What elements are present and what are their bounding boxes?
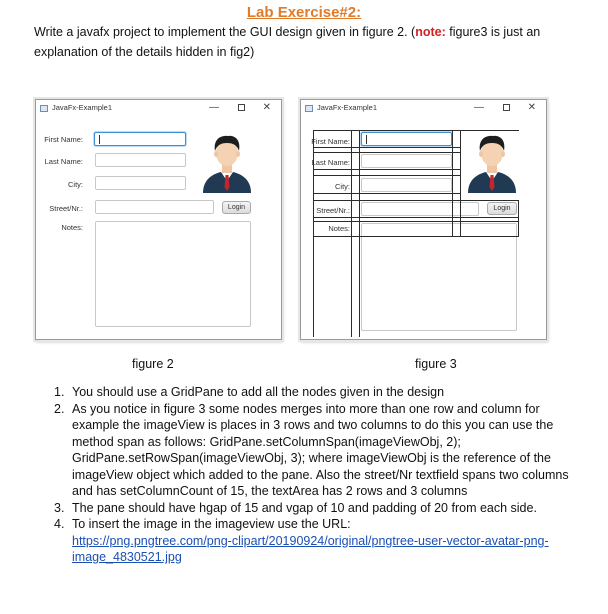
list-item	[54, 516, 574, 566]
title-bar	[301, 100, 546, 118]
last-name-field[interactable]	[95, 153, 186, 167]
list-text: The pane should have hgap of 15 and vgap of 10 and padding of 20 from each side.	[72, 500, 537, 515]
instruction-list	[54, 384, 574, 566]
grid-line	[313, 175, 460, 176]
last-name-label: Last Name:	[311, 158, 350, 167]
grid-line	[313, 200, 519, 201]
list-number: 4.	[54, 517, 65, 531]
street-label: Street/Nr.:	[49, 204, 83, 213]
intro-after: figure3 is just an explanation of the details hidden in fig2)	[34, 25, 541, 59]
list-item	[54, 500, 574, 517]
intro-before: Write a javafx project to implement the GUI design given in figure 2. (	[34, 25, 416, 39]
last-name-field[interactable]	[361, 154, 452, 168]
minimize-button[interactable]: —	[474, 102, 484, 113]
user-avatar-image	[199, 129, 255, 193]
grid-line	[313, 236, 519, 237]
figure3-caption: figure 3	[415, 357, 457, 371]
app-window-icon	[40, 105, 48, 112]
notes-textarea[interactable]	[95, 221, 251, 327]
app-window-icon	[305, 105, 313, 112]
page-title: Lab Exercise#2:	[246, 4, 362, 21]
first-name-label: First Name:	[311, 137, 350, 146]
text-caret	[366, 135, 367, 144]
grid-line	[313, 130, 519, 131]
city-field[interactable]	[361, 178, 452, 192]
list-item	[54, 384, 574, 401]
notes-label: Notes:	[328, 224, 350, 233]
grid-line	[313, 193, 460, 194]
list-number: 1.	[54, 385, 65, 399]
title-bar	[36, 100, 281, 118]
grid-line	[313, 221, 519, 222]
street-field[interactable]	[95, 200, 214, 214]
list-number: 2.	[54, 401, 65, 416]
grid-line	[313, 217, 519, 218]
figure2-caption: figure 2	[132, 357, 174, 371]
street-label: Street/Nr.:	[316, 206, 350, 215]
window-title: JavaFx-Example1	[52, 103, 113, 112]
window-title: JavaFx-Example1	[317, 103, 378, 112]
list-number: 3.	[54, 500, 65, 515]
last-name-label: Last Name:	[44, 157, 83, 166]
list-item	[54, 401, 574, 500]
intro-text	[34, 22, 579, 62]
figure2-window	[35, 99, 282, 340]
city-label: City:	[68, 180, 83, 189]
minimize-button[interactable]: —	[209, 102, 219, 113]
grid-line	[313, 152, 460, 153]
city-field[interactable]	[95, 176, 186, 190]
list-text: You should use a GridPane to add all the nodes given in the design	[72, 385, 445, 399]
street-field[interactable]	[361, 202, 479, 216]
notes-label: Notes:	[61, 223, 83, 232]
first-name-field[interactable]	[361, 132, 452, 146]
login-button[interactable]: Login	[222, 201, 251, 214]
login-button[interactable]: Login	[487, 202, 517, 215]
maximize-button[interactable]	[503, 102, 510, 114]
image-url-link[interactable]: https://png.pngtree.com/png-clipart/20190924/original/pngtree-user-vector-avatar-png-image_4830521.jpg	[72, 533, 549, 564]
notes-textarea[interactable]	[361, 223, 517, 331]
close-button[interactable]: ✕	[527, 102, 536, 113]
first-name-label: First Name:	[44, 135, 83, 144]
maximize-icon	[238, 104, 245, 111]
user-avatar-image	[464, 129, 520, 193]
grid-line	[313, 147, 460, 148]
list-text: As you notice in figure 3 some nodes merges into more than one row and column for example the imageView is places in 3 rows and two columns to do this you can use the method span as follows: GridPane.setColumnSpan(imageViewObj, 2); GridPane.setRowSpan(imageViewObj, 3); where imageViewObj is the reference of the imageView object which added to the pane. Also the street/Nr textfield spans two columns and has setColumnCount of 15, the textArea has 2 rows and 3 columns	[72, 401, 569, 498]
maximize-icon	[503, 104, 510, 111]
close-button[interactable]: ✕	[262, 102, 271, 113]
maximize-button[interactable]	[238, 102, 245, 114]
text-caret	[99, 135, 100, 144]
grid-line	[518, 200, 519, 236]
grid-line	[359, 130, 360, 337]
city-label: City:	[335, 182, 350, 191]
intro-note-label: note:	[415, 25, 446, 39]
figure3-window	[300, 99, 547, 340]
list-text: To insert the image in the imageview use the URL:	[72, 517, 351, 531]
grid-line	[351, 130, 352, 337]
grid-line	[313, 169, 460, 170]
first-name-field[interactable]	[94, 132, 186, 146]
